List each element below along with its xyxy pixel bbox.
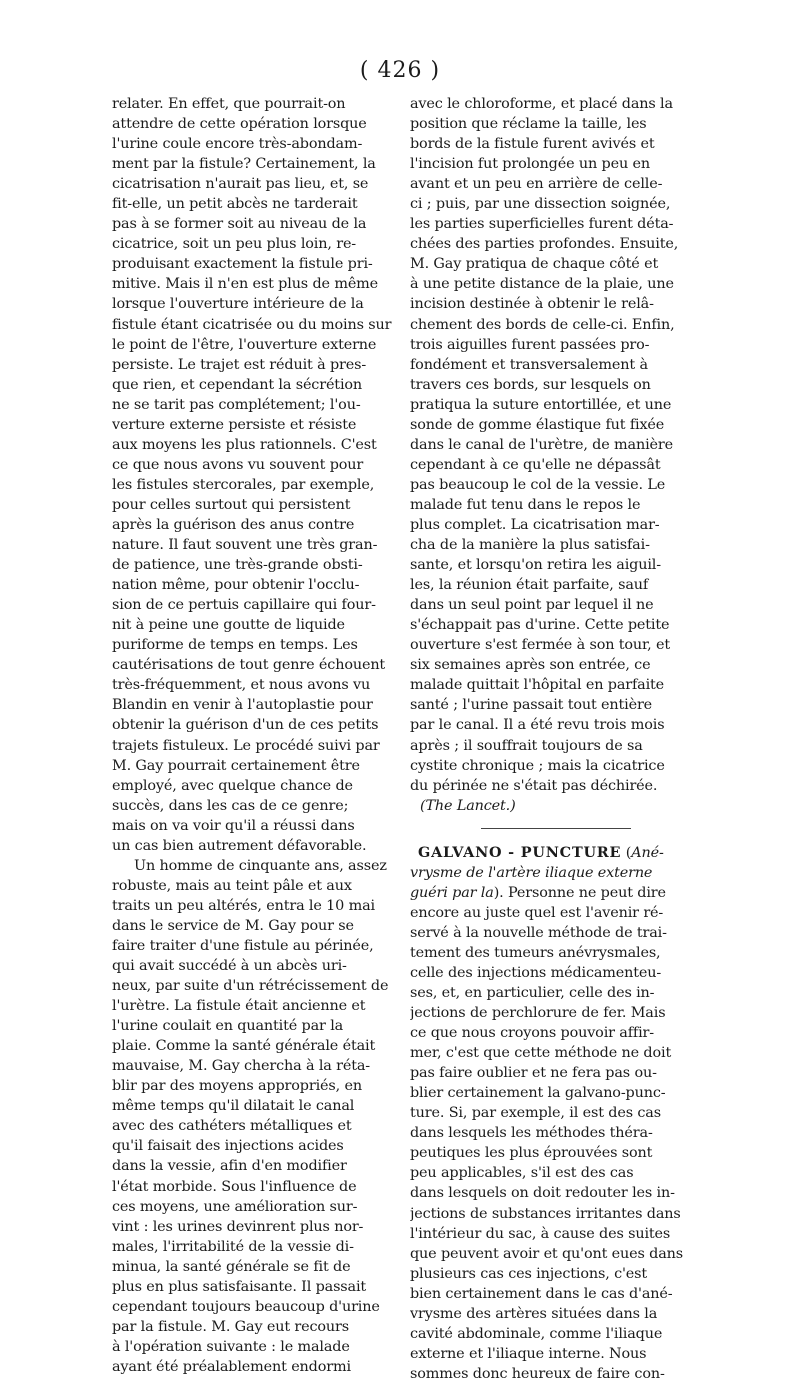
left-column-line: ne se tarit pas complétement; l'ou- — [112, 396, 361, 413]
right-column-line: chées des parties profondes. Ensuite, — [410, 236, 679, 253]
galvano-body-line: peutiques les plus éprouvées sont — [410, 1145, 653, 1162]
right-column-line: sante, et lorsqu'on retira les aiguil- — [410, 557, 661, 574]
galvano-body-line: peu applicables, s'il est des cas — [410, 1165, 634, 1182]
galvano-subtitle-rest: ). Personne ne peut dire — [493, 884, 666, 901]
galvano-body-line: l'intérieur du sac, à cause des suites — [410, 1225, 671, 1242]
galvano-body-line: pas faire oublier et ne fera pas ou- — [410, 1065, 657, 1082]
galvano-body-line: mer, c'est que cette méthode ne doit — [410, 1045, 672, 1062]
left-column-line: mitive. Mais il n'en est plus de même — [112, 276, 379, 293]
right-column-line: dans un seul point par lequel il ne — [410, 597, 654, 614]
left-column-line: pas à se former soit au niveau de la — [112, 216, 367, 233]
right-column-line: ci ; puis, par une dissection soignée, — [410, 196, 671, 213]
left-column-line: pour celles surtout qui persistent — [112, 496, 351, 513]
left-column-line: l'urine coule encore très-abondam- — [112, 136, 363, 153]
left-column-line: minua, la santé générale se fit de — [112, 1258, 351, 1275]
galvano-subtitle-3: guéri par la — [410, 884, 494, 901]
left-column-line: verture externe persiste et résiste — [112, 416, 357, 433]
left-column-line: que rien, et cependant la sécrétion — [112, 376, 363, 393]
right-column-line: malade fut tenu dans le repos le — [410, 496, 641, 513]
right-column-line: incision destinée à obtenir le relâ- — [410, 296, 654, 313]
left-column-line: qui avait succédé à un abcès uri- — [112, 958, 347, 975]
right-column-line: pas beaucoup le col de la vessie. Le — [410, 476, 666, 493]
right-column-line: avec le chloroforme, et placé dans la — [410, 96, 673, 112]
right-column-line: cependant à ce qu'elle ne dépassât — [410, 456, 661, 473]
left-column-line: un cas bien autrement défavorable. — [112, 837, 367, 854]
left-column-line: ment par la fistule? Certainement, la — [112, 156, 376, 173]
right-column-line: santé ; l'urine passait tout entière — [410, 697, 653, 714]
section-divider — [481, 828, 631, 829]
left-column-line: qu'il faisait des injections acides — [112, 1138, 344, 1155]
left-column-line: attendre de cette opération lorsque — [112, 116, 367, 133]
right-column-line: du périnée ne s'était pas déchirée. — [410, 777, 658, 794]
right-column-line: sonde de gomme élastique fut fixée — [410, 416, 665, 433]
page-number: ( 426 ) — [359, 58, 441, 83]
right-column-line: après ; il souffrait toujours de sa — [410, 737, 643, 754]
galvano-body-line: ce que nous croyons pouvoir affir- — [410, 1025, 654, 1042]
left-column-line: puriforme de temps en temps. Les — [112, 637, 358, 654]
right-column-line: l'incision fut prolongée un peu en — [410, 156, 651, 173]
galvano-body-line: servé à la nouvelle méthode de trai- — [410, 924, 667, 941]
left-column-line: dans la vessie, afin d'en modifier — [112, 1158, 347, 1175]
right-column-line: bords de la fistule furent avivés et — [410, 136, 655, 153]
left-column-line: robuste, mais au teint pâle et aux — [112, 877, 352, 894]
galvano-subtitle-2: vrysme de l'artère iliaque externe — [410, 864, 653, 881]
galvano-body-line: dans lesquels on doit redouter les in- — [410, 1185, 675, 1202]
galvano-subtitle-line-2 — [410, 863, 702, 883]
left-column-line: succès, dans les cas de ce genre; — [112, 797, 349, 814]
left-column-line: faire traiter d'une fistule au périnée, — [112, 937, 374, 954]
source-citation: (The Lancet.) — [420, 797, 516, 814]
left-column-line: de patience, une très-grande obsti- — [112, 557, 363, 574]
galvano-title: GALVANO - PUNCTURE — [418, 843, 622, 861]
left-column-line: très-fréquemment, et nous avons vu — [112, 677, 371, 694]
left-column-line: les fistules stercorales, par exemple, — [112, 476, 375, 493]
left-column-line: aux moyens les plus rationnels. C'est — [112, 436, 377, 453]
left-column — [112, 94, 404, 1377]
right-column-line: pratiqua la suture entortillée, et une — [410, 396, 672, 413]
galvano-body-line: sommes donc heureux de faire con- — [410, 1365, 665, 1382]
left-column-line: l'urine coulait en quantité par la — [112, 1018, 344, 1035]
galvano-body-line: jections de substances irritantes dans — [410, 1205, 681, 1222]
left-column-line: après la guérison des anus contre — [112, 516, 355, 533]
right-column-line: chement des bords de celle-ci. Enfin, — [410, 316, 675, 333]
left-column-line: l'état morbide. Sous l'influence de — [112, 1178, 357, 1195]
galvano-title-line — [410, 843, 702, 863]
left-column-line: cependant toujours beaucoup d'urine — [112, 1298, 380, 1315]
left-column-line: Un homme de cinquante ans, assez — [134, 857, 387, 874]
left-column-line: fistule étant cicatrisée ou du moins sur — [112, 316, 392, 333]
left-column-line: mauvaise, M. Gay chercha à la réta- — [112, 1058, 371, 1075]
left-column-line: blir par des moyens appropriés, en — [112, 1078, 362, 1095]
galvano-body-line: celle des injections médicamenteu- — [410, 964, 662, 981]
left-column-line: neux, par suite d'un rétrécissement de — [112, 978, 389, 995]
galvano-body-line: encore au juste quel est l'avenir ré- — [410, 904, 664, 921]
left-column-line: par la fistule. M. Gay eut recours — [112, 1318, 349, 1335]
right-column-line: avant et un peu en arrière de celle- — [410, 176, 663, 193]
right-column-line: cystite chronique ; mais la cicatrice — [410, 757, 665, 774]
left-column-line: trajets fistuleux. Le procédé suivi par — [112, 737, 380, 754]
galvano-body-line: externe et l'iliaque interne. Nous — [410, 1345, 647, 1362]
left-column-line: lorsque l'ouverture intérieure de la — [112, 296, 364, 313]
right-column-line: malade quittait l'hôpital en parfaite — [410, 677, 665, 694]
left-column-line: produisant exactement la fistule pri- — [112, 256, 373, 273]
left-column-line: l'urètre. La fistule était ancienne et — [112, 998, 366, 1015]
galvano-body-line: plusieurs cas ces injections, c'est — [410, 1265, 648, 1282]
right-column-line: trois aiguilles furent passées pro- — [410, 336, 650, 353]
left-column-line: plaie. Comme la santé générale était — [112, 1038, 376, 1055]
left-column-line: ayant été préalablement endormi — [112, 1358, 351, 1375]
right-column-line: cha de la manière la plus satisfai- — [410, 537, 650, 554]
left-column-line: males, l'irritabilité de la vessie di- — [112, 1238, 354, 1255]
galvano-title-paren: ( — [621, 844, 632, 861]
right-column-line: fondément et transversalement à — [410, 356, 648, 373]
left-column-line: nit à peine une goutte de liquide — [112, 617, 345, 634]
galvano-body-line: vrysme des artères situées dans la — [410, 1305, 658, 1322]
right-column-line: six semaines après son entrée, ce — [410, 657, 651, 674]
left-column-line: plus en plus satisfaisante. Il passait — [112, 1278, 367, 1295]
left-column-line: à l'opération suivante : le malade — [112, 1338, 350, 1355]
left-column-line: Blandin en venir à l'autoplastie pour — [112, 697, 373, 714]
galvano-subtitle-line-3 — [410, 883, 702, 903]
galvano-body-line: ture. Si, par exemple, il est des cas — [410, 1105, 661, 1122]
right-column-line: à une petite distance de la plaie, une — [410, 276, 674, 293]
left-column-line: M. Gay pourrait certainement être — [112, 757, 360, 774]
right-column-line: les, la réunion était parfaite, sauf — [410, 577, 649, 594]
left-column-line: vint : les urines devinrent plus nor- — [112, 1218, 364, 1235]
right-column — [410, 94, 702, 1384]
left-column-line: ce que nous avons vu souvent pour — [112, 456, 364, 473]
left-column-line: cicatrisation n'aurait pas lieu, et, se — [112, 176, 369, 193]
left-column-line: nature. Il faut souvent une très gran- — [112, 537, 378, 554]
left-column-line: employé, avec quelque chance de — [112, 777, 353, 794]
galvano-subtitle-1: Ané- — [631, 844, 664, 861]
right-column-line: position que réclame la taille, les — [410, 116, 647, 133]
galvano-body-line: blier certainement la galvano-punc- — [410, 1085, 666, 1102]
left-column-line: ces moyens, une amélioration sur- — [112, 1198, 358, 1215]
left-column-line: nation même, pour obtenir l'occlu- — [112, 577, 360, 594]
right-column-line: M. Gay pratiqua de chaque côté et — [410, 256, 659, 273]
left-column-line: mais on va voir qu'il a réussi dans — [112, 817, 355, 834]
right-column-line: plus complet. La cicatrisation mar- — [410, 516, 660, 533]
galvano-body-line: que peuvent avoir et qu'ont eues dans — [410, 1245, 684, 1262]
galvano-body-line: dans lesquels les méthodes théra- — [410, 1125, 653, 1142]
right-column-line: travers ces bords, sur lesquels on — [410, 376, 651, 393]
left-column-line: traits un peu altérés, entra le 10 mai — [112, 897, 375, 914]
left-column-line: avec des cathéters métalliques et — [112, 1118, 352, 1135]
galvano-body-line: jections de perchlorure de fer. Mais — [410, 1005, 666, 1022]
left-column-line: cicatrice, soit un peu plus loin, re- — [112, 236, 357, 253]
left-column-line: obtenir la guérison d'un de ces petits — [112, 717, 379, 734]
left-column-line: relater. En effet, que pourrait-on — [112, 96, 346, 112]
galvano-body-line: ses, et, en particulier, celle des in- — [410, 985, 655, 1002]
right-column-line: les parties superficielles furent déta- — [410, 216, 674, 233]
left-column-line: sion de ce pertuis capillaire qui four- — [112, 597, 376, 614]
left-column-line: même temps qu'il dilatait le canal — [112, 1098, 355, 1115]
galvano-body-line: bien certainement dans le cas d'ané- — [410, 1285, 673, 1302]
left-column-line: le point de l'être, l'ouverture externe — [112, 336, 377, 353]
left-column-line: fit-elle, un petit abcès ne tarderait — [112, 196, 358, 213]
left-column-line: cautérisations de tout genre échouent — [112, 657, 386, 674]
galvano-body-line: tement des tumeurs anévrysmales, — [410, 944, 661, 961]
right-column-line: par le canal. Il a été revu trois mois — [410, 717, 665, 734]
right-column-line: dans le canal de l'urètre, de manière — [410, 436, 673, 453]
right-column-line: ouverture s'est fermée à son tour, et — [410, 637, 671, 654]
galvano-body-line: cavité abdominale, comme l'iliaque — [410, 1325, 663, 1342]
left-column-line: persiste. Le trajet est réduit à pres- — [112, 356, 367, 373]
left-column-line: dans le service de M. Gay pour se — [112, 917, 354, 934]
right-column-line: s'échappait pas d'urine. Cette petite — [410, 617, 670, 634]
